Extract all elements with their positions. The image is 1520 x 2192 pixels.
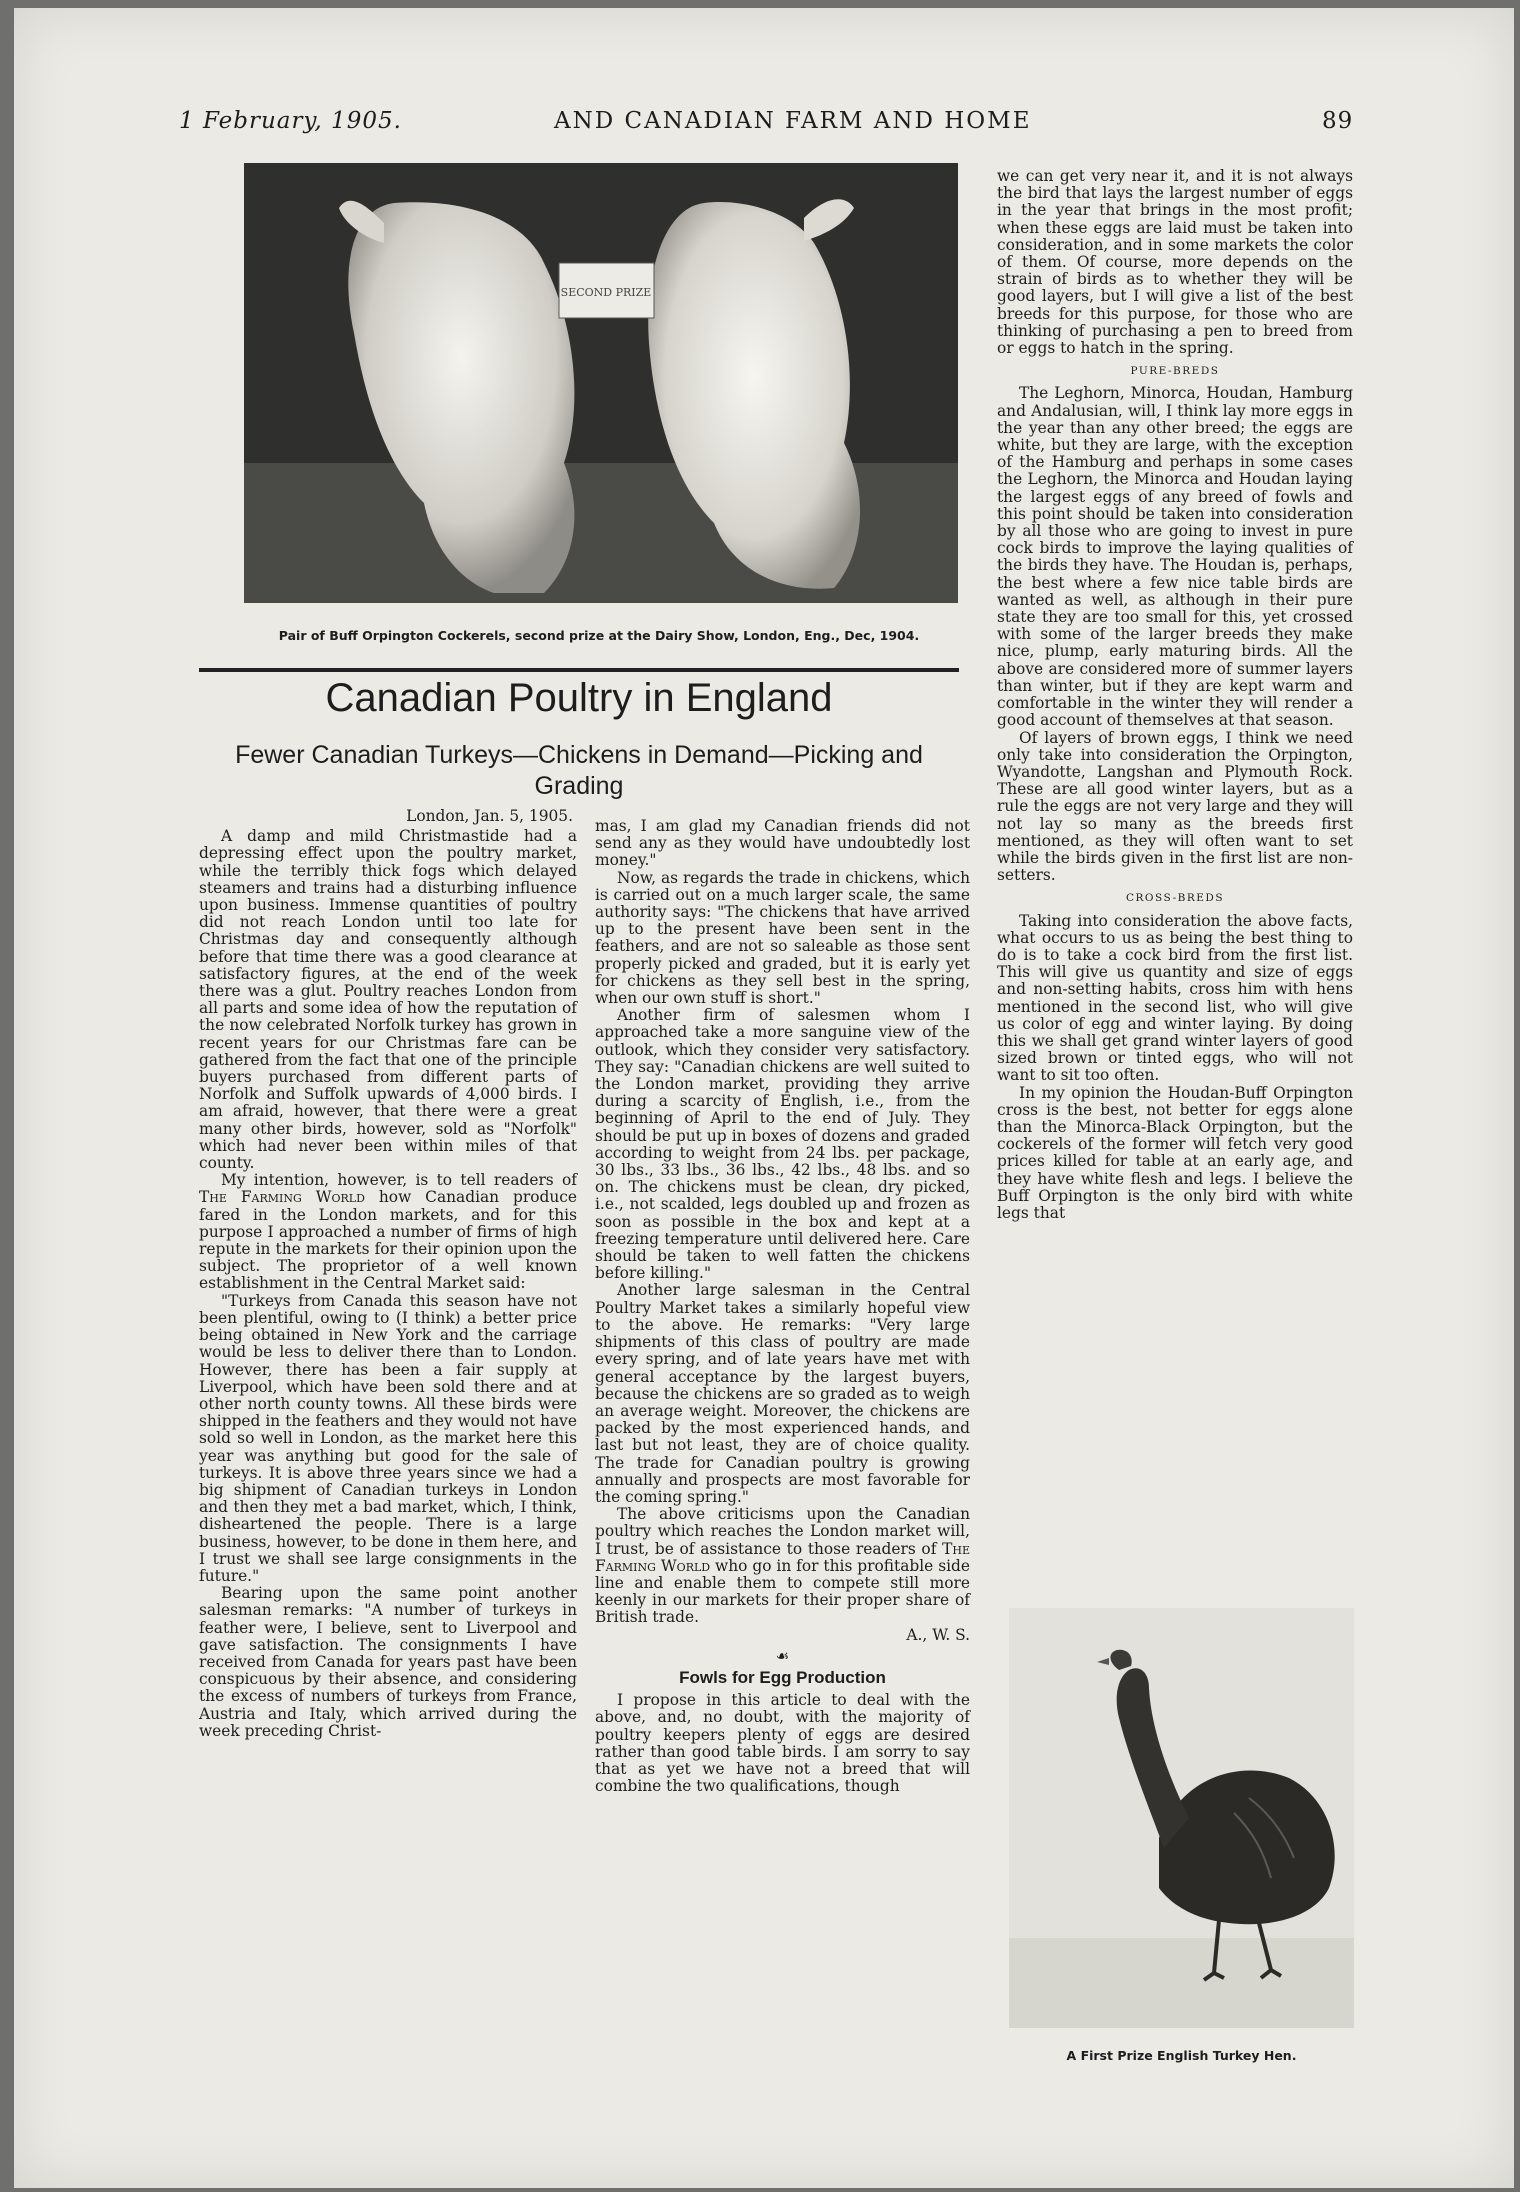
turkey-hen-photo: [1009, 1608, 1354, 2028]
prize-card: [559, 263, 654, 318]
article-title: Canadian Poultry in England: [325, 676, 833, 720]
paragraph: mas, I am glad my Canadian friends did not send any as they would have undoubtedly lost money.": [595, 817, 970, 870]
ornament: ☙: [775, 1646, 790, 1665]
header-page-number: 89: [1322, 108, 1354, 134]
paragraph: Bearing upon the same point another salesman remarks: "A number of turkeys in feather were, I believe, sent to Liverpool and gave satisfaction. The consignments I have received from Canada for years past have been conspicuous by their absence, and considering the excess of numbers of turkeys from France, Austria and Italy, which arrived during the week preceding Christ-: [199, 1584, 577, 1740]
column-1: [199, 808, 577, 1740]
subhead-pure-breds: PURE-BREDS: [1130, 365, 1220, 378]
signature: A., W. S.: [906, 1625, 970, 1644]
paragraph: The above criticisms upon the Canadian poultry which reaches the London market will, I trust, be of assistance to those readers of The Farming World who go in for this profitable side line and enable them to compete still more keenly in our markets for their proper share of British trade.: [595, 1505, 970, 1627]
paragraph: In my opinion the Houdan-Buff Orpington cross is the best, not better for eggs alone than the Minorca-Black Orpington, but the cockerels of the former will fetch very good prices killed for table at an early age, and they have white flesh and legs. I believe the Buff Orpington is the only bird with white legs that: [997, 1083, 1353, 1222]
paragraph: "Turkeys from Canada this season have not been plentiful, owing to (I think) a better price being obtained in New York and the carriage would be less to deliver there than to London. However, there has been a fair supply at Liverpool, which have been sold there and at other north county towns. All these birds were shipped in the feathers and they would not have sold so well in London, as the market here this year was anything but good for the sale of turkeys. It is above three years since we had a big shipment of Canadian turkeys in London and then they met a bad market, which, I think, disheartened the people. There is a large business, however, to be done in them here, and I trust we shall see large consignments in the future.": [199, 1291, 577, 1585]
fowls-title: Fowls for Egg Production: [679, 1667, 886, 1687]
paragraph: Another firm of salesmen whom I approached take a more sanguine view of the outlook, which they consider very satisfactory. They say: "Canadian chickens are well suited to the London market, providing they arrive during a scarcity of English, i.e., from the beginning of April to the end of July. They should be put up in boxes of dozens and graded according to weight from 24 lbs. per package, 30 lbs., 33 lbs., 36 lbs., 42 lbs., 48 lbs. and so on. The chickens must be clean, dry picked, i.e., not scalded, legs doubled up and frozen as soon as possible in the box and kept at a freezing temperature until delivered here. Care should be taken to well fatten the chickens before killing.": [595, 1006, 970, 1283]
dateline: London, Jan. 5, 1905.: [406, 807, 573, 825]
paragraph: Another large salesman in the Central Poultry Market takes a similarly hopeful view to the above. He remarks: "Very large shipments of this class of poultry are made every spring, and of late years have met with general acceptance by the largest buyers, because the chickens are so graded as to weigh an average weight. Moreover, the chickens are packed by the most experienced hands, and last but not least, they are of choice quality. The trade for Canadian poultry is growing annually and prospects are most favorable for the coming spring.": [595, 1281, 970, 1506]
subhead-cross-breds: CROSS-BREDS: [1125, 892, 1225, 905]
column-3: [997, 168, 1353, 1222]
paragraph: Taking into consideration the above facts, what occurs to us as being the best thing to do is to take a cock bird from the first list. This will give us quantity and size of eggs and non-setting habits, cross him with hens mentioned in the second list, who will give us color of egg and winter laying. By doing this we shall get grand winter layers of good sized brown or tinted eggs, who will not want to sit too often.: [997, 911, 1353, 1085]
article-subtitle: Fewer Canadian Turkeys—Chickens in Demand—Picking and Grading: [235, 741, 923, 800]
paragraph: Of layers of brown eggs, I think we need only take into consideration the Orpington, Wyandotte, Langshan and Plymouth Rock. These are all good winter layers, but as a rule the eggs are not very large and they will not lay so many as the breeds first mentioned, as they will often want to set while the birds given in the first list are non-setters.: [997, 728, 1353, 885]
paragraph: My intention, however, is to tell readers of The Farming World how Canadian produce fared in the London markets, and for this purpose I approached a number of firms of high repute in the markets for their opinion upon the subject. The proprietor of a well known establishment in the Central Market said:: [199, 1171, 577, 1293]
paragraph: we can get very near it, and it is not always the bird that lays the largest number of eggs in the year that brings in the most profit; when these eggs are laid must be taken into consideration, and in some markets the color of them. Of course, more depends on the strain of birds as to whether they will be good layers, but I will give a list of the best breeds for this purpose, for those who are thinking of purchasing a pen to breed from or eggs to hatch in the spring.: [997, 167, 1353, 358]
cockerels-caption: Pair of Buff Orpington Cockerels, second prize at the Dairy Show, London, Eng., Dec, 1904.: [278, 628, 920, 643]
newspaper-page: [14, 8, 1514, 2188]
paragraph: Now, as regards the trade in chickens, which is carried out on a much larger scale, the same authority says: "The chickens that have arrived up to the present have been sent in the feathers, and are not so saleable as those sent properly picked and graded, but it is early yet for chickens as they sell best in the spring, when our own stuff is short.": [595, 868, 970, 1008]
header-publication: AND CANADIAN FARM AND HOME: [554, 108, 1032, 134]
turkey-caption: A First Prize English Turkey Hen.: [1066, 2048, 1297, 2063]
paragraph: The Leghorn, Minorca, Houdan, Hamburg and Andalusian, will, I think lay more eggs in the year than any other breed; the eggs are white, but they are large, with the exception of the Hamburg and perhaps in some cases the Leghorn, the Minorca and Houdan laying the largest eggs of any breed of fowls and this point should be taken into consideration by all those who are going to invest in pure cock birds to improve the laying qualities of the birds they have. The Houdan is, perhaps, the best where a few nice table birds are wanted as well, as although in their pure state they are too small for this, yet crossed with some of the larger breeds they make nice, plump, early maturing birds. All the above are considered more of summer layers than winter, but if they are kept warm and comfortable in the winter they will render a good account of themselves at that season.: [997, 384, 1353, 730]
prize-card-text: SECOND PRIZE: [560, 286, 652, 299]
header-date: 1 February, 1905.: [179, 108, 402, 134]
publication-name: The Farming World: [199, 1188, 365, 1207]
publication-name: The Farming World: [595, 1539, 970, 1575]
column-2: [595, 818, 970, 1795]
cockerels-photo: [244, 163, 958, 603]
section-rule: [199, 668, 959, 672]
paragraph: I propose in this article to deal with the above, and, no doubt, with the majority of poultry keepers plenty of eggs are desired rather than good table birds. I am sorry to say that as yet we have not a breed that will combine the two qualifications, though: [595, 1691, 970, 1796]
paragraph: A damp and mild Christmastide had a depressing effect upon the poultry market, while the terribly thick fogs which delayed steamers and trains had a disturbing influence upon business. Immense quantities of poultry did not reach London until too late for Christmas day and consequently although before that time there was a good clearance at satisfactory figures, at the end of the week there was a glut. Poultry reaches London from all parts and some idea of how the reputation of the now celebrated Norfolk turkey has grown in recent years for our Christmas fare can be gathered from the fact that one of the principle buyers purchased from different parts of Norfolk and Suffolk upwards of 4,000 birds. I am afraid, however, that there were a great many other birds, however, sold as "Norfolk" which had never been within miles of that county.: [199, 827, 577, 1173]
